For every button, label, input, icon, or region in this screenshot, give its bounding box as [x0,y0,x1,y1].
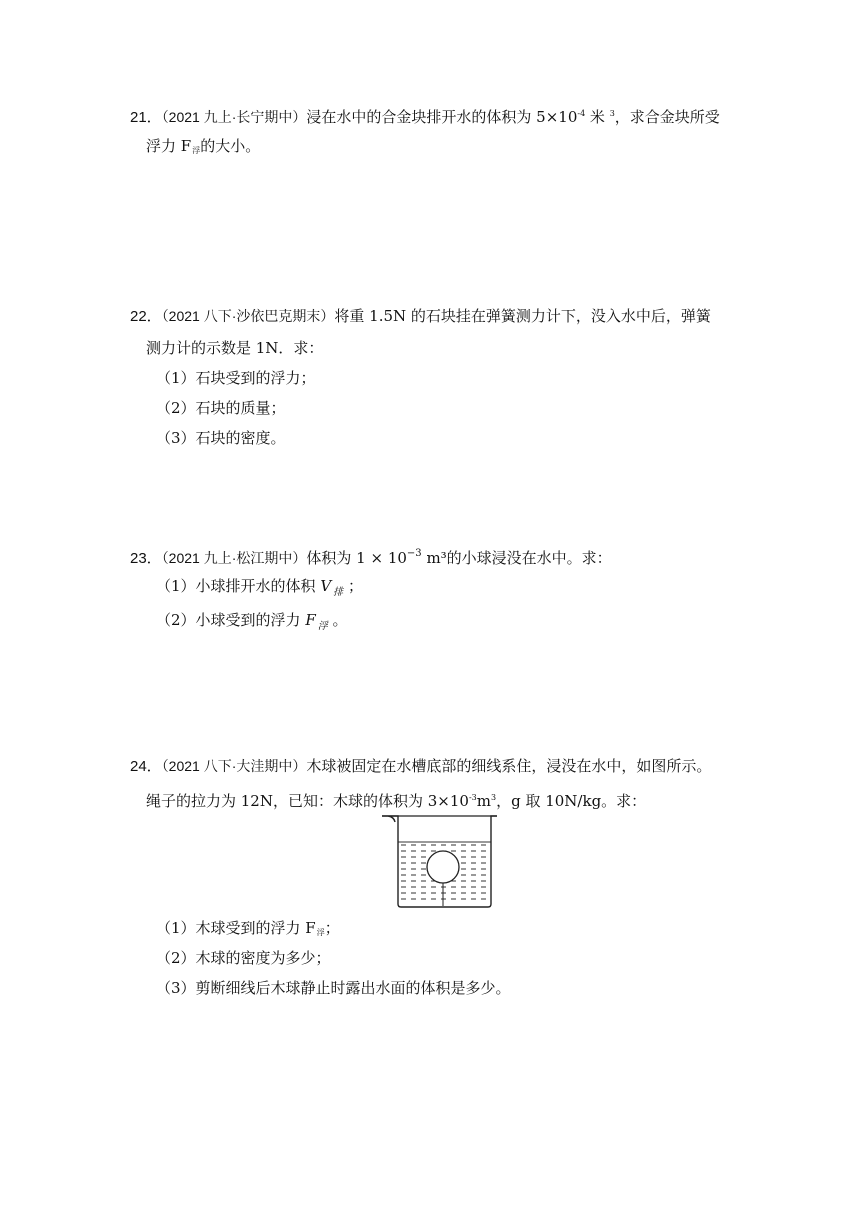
question-23-line-1 [130,544,612,569]
exponent: 3 [609,109,615,118]
sub-question: （3）石块的密度。 [156,429,286,447]
question-22-line-1 [130,306,711,327]
math-variable: V [320,577,332,595]
question-22-line-2: 测力计的示数是 1N．求： [146,339,324,357]
question-text: 浮力 F [146,137,192,155]
question-text: 绳子的拉力为 12N，已知：木球的体积为 3×10 [146,792,469,810]
question-number: 23． [130,550,162,567]
question-text: 浸在水中的合金块排开水的体积为 5×10 [306,108,578,126]
question-text: m [476,792,491,810]
math-exponent: −3 [406,548,422,559]
exponent: -3 [468,793,477,802]
question-21-line-1 [130,104,720,128]
sub-question: （2）石块的质量； [156,399,286,417]
sub-question-text: ； [343,577,363,595]
sub-question: （1）石块受到的浮力； [156,369,316,387]
question-text: 的大小。 [200,137,261,155]
math-variable: F [305,611,316,629]
question-text: 木球被固定在水槽底部的细线系住，浸没在水中，如图所示。 [306,757,712,775]
question-source: （2021 八下·大洼期中） [161,758,307,774]
question-number: 24． [130,758,162,775]
question-21-line-2 [146,136,260,161]
sub-question-text: （1）木球受到的浮力 F [156,919,316,937]
beaker-figure [380,812,500,912]
question-text: 体积为 [306,549,357,567]
question-24-line-2 [146,788,646,811]
sub-question [156,610,348,637]
exponent: -4 [577,109,586,118]
subscript: 浮 [316,928,325,937]
math-subscript: 排 [333,587,344,598]
sub-question-text: （1）小球排开水的体积 [156,577,321,595]
wooden-ball [427,851,459,883]
question-text: 将重 1.5N 的石块挂在弹簧测力计下，没入水中后，弹簧 [334,307,711,325]
question-source: （2021 九上·长宁期中） [161,109,307,125]
math-subscript: 浮 [317,621,328,632]
sub-question [156,576,363,603]
question-text: ，求合金块所受 [614,108,720,126]
question-number: 22． [130,308,162,325]
question-24-line-1 [130,756,711,777]
question-source: （2021 八下·沙依巴克期末） [161,308,335,324]
sub-question-text: （2）小球受到的浮力 [156,611,306,629]
sub-question: （3）剪断细线后木球静止时露出水面的体积是多少。 [156,979,511,997]
sub-question [156,918,340,943]
question-number: 21． [130,109,162,126]
exponent: 3 [490,793,497,802]
question-text: m³的小球浸没在水中。求： [421,549,612,567]
math-expression: 1 × 10 [356,549,407,567]
sub-question-text: ； [324,919,340,937]
question-text: 米 [585,108,610,126]
subscript: 浮 [192,146,201,155]
question-source: （2021 九上·松江期中） [161,550,307,566]
sub-question: （2）木球的密度为多少； [156,949,331,967]
question-text: ，g 取 10N/kg。求： [496,792,647,810]
sub-question-text: 。 [327,611,348,629]
